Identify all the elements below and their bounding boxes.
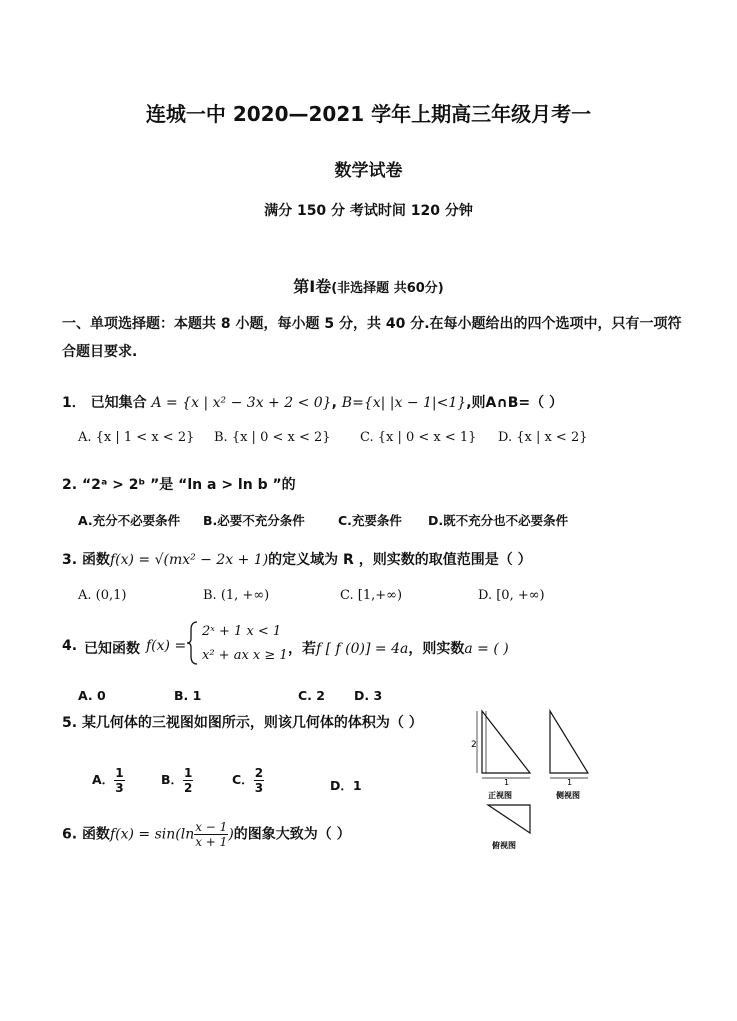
question-5 — [62, 712, 423, 732]
top-view-triangle — [488, 805, 530, 833]
instructions: 一、单项选择题：本题共 8 小题，每小题 5 分，共 40 分.在每小题给出的四个选项中，只有一项符合题目要求. — [62, 316, 682, 360]
option-letter: A． — [92, 772, 115, 787]
question-number: 1． — [62, 395, 86, 411]
q5-option-a — [92, 766, 125, 795]
question-stem-suffix: ,则A∩B=（ ） — [466, 395, 563, 411]
question-number: 2. — [62, 477, 78, 493]
three-view-figure — [470, 703, 600, 853]
q5-option-b — [161, 766, 193, 795]
fraction-numerator: 1 — [115, 766, 124, 780]
fraction-numerator: 2 — [254, 766, 264, 780]
exam-title: 连城一中 2020—2021 学年上期高三年级月考一 — [145, 102, 592, 126]
front-base-label: 1 — [504, 778, 510, 787]
fraction-numerator: 1 — [184, 766, 193, 780]
question-4-number: 4. — [62, 638, 78, 654]
question-stem: 函数 — [81, 826, 110, 843]
q3-option-b: B. (1, +∞) — [203, 588, 270, 603]
option-fraction — [114, 766, 124, 795]
q5-option-c — [232, 766, 264, 795]
fraction-denominator: 2 — [184, 781, 193, 795]
height-label: 2 — [471, 740, 477, 750]
question-stem-mid: ，若 — [288, 641, 316, 657]
question-stem: 函数 — [81, 552, 110, 568]
set-a-expression: A = {x | x² − 3x + 2 < 0} — [151, 395, 332, 411]
question-stem: “2ᵃ > 2ᵇ ”是 “ln a > ln b ”的 — [81, 477, 296, 493]
option-letter: B． — [161, 772, 184, 787]
question-stem: 某几何体的三视图如图所示，则该几何体的体积为（ ） — [81, 715, 423, 731]
question-3 — [62, 549, 532, 569]
question-2 — [62, 474, 296, 494]
option-fraction — [254, 766, 264, 795]
section-note: (非选择题 共60分) — [331, 281, 444, 296]
fraction-denominator: x + 1 — [195, 835, 228, 849]
function-suffix: ) — [228, 826, 234, 843]
option-fraction — [183, 766, 193, 795]
question-stem-suffix: 的定义域为 R ，则实数的取值范围是（ ） — [268, 552, 532, 568]
question-stem: 已知集合 — [90, 395, 147, 411]
subject-title: 数学试卷 — [334, 161, 403, 181]
piecewise-case-2: x² + ax x ≥ 1 — [202, 648, 288, 663]
function-fraction — [194, 820, 228, 849]
ask-expression: a = ( ) — [464, 641, 509, 657]
function-expression: f(x) = √(mx² − 2x + 1) — [109, 552, 269, 568]
q1-option-b: B. {x | 0 < x < 2} — [214, 430, 331, 445]
question-4-mid — [288, 638, 509, 658]
question-6 — [62, 820, 351, 849]
q4-option-b: B. 1 — [174, 688, 202, 703]
q1-option-a: A. {x | 1 < x < 2} — [78, 430, 195, 445]
question-stem-suffix: 的图象大致为（ ） — [233, 826, 351, 843]
exam-info: 满分 150 分 考试时间 120 分钟 — [264, 203, 473, 219]
q5-option-d: D．1 — [330, 778, 362, 793]
set-b-expression: B={x| |x − 1|<1} — [341, 395, 467, 411]
question-number: 6. — [62, 826, 78, 843]
q2-option-a: A.充分不必要条件 — [78, 513, 181, 528]
q4-option-c: C. 2 — [298, 688, 325, 703]
option-letter: C． — [232, 772, 254, 787]
side-base-label: 1 — [567, 778, 573, 787]
q4-option-a: A. 0 — [78, 688, 106, 703]
q1-option-d: D. {x | x < 2} — [498, 430, 588, 445]
fraction-denominator: 3 — [115, 781, 124, 795]
question-stem-suffix: ，则实数 — [408, 641, 465, 657]
condition-expression: f [ f (0)] = 4a — [316, 641, 409, 657]
section-name: 第Ⅰ卷 — [293, 277, 332, 296]
q3-option-d: D. [0, +∞) — [478, 588, 545, 603]
piecewise-case-1: 2ˣ + 1 x < 1 — [202, 624, 282, 639]
section-title — [0, 274, 737, 297]
question-number: 3. — [62, 552, 78, 568]
q4-option-d: D. 3 — [354, 688, 383, 703]
side-view-caption: 侧视图 — [556, 791, 580, 800]
fraction-denominator: 3 — [254, 781, 264, 795]
question-4-stem: 已知函数 — [84, 641, 140, 657]
question-1: 1． 已知集合 A = {x | x² − 3x + 2 < 0}, B={x| |x − 1|<1},则A∩B=（ ） — [62, 395, 563, 411]
front-view-caption: 正视图 — [488, 791, 512, 800]
q1-option-c: C. {x | 0 < x < 1} — [360, 430, 477, 445]
fraction-numerator: x − 1 — [195, 820, 228, 834]
question-number: 5. — [62, 715, 78, 731]
q2-option-c: C.充要条件 — [338, 513, 402, 528]
q2-option-d: D.既不充分也不必要条件 — [428, 513, 569, 528]
piecewise-brace — [186, 620, 200, 666]
function-prefix: f(x) = sin(ln — [109, 826, 195, 843]
side-view-triangle — [550, 711, 588, 773]
q3-option-c: C. [1,+∞) — [340, 588, 403, 603]
q2-option-b: B.必要不充分条件 — [203, 513, 305, 528]
front-view-triangle — [482, 711, 530, 773]
function-name: f(x) = — [146, 638, 187, 654]
top-view-caption: 俯视图 — [492, 841, 516, 850]
q3-option-a: A. (0,1) — [78, 588, 127, 603]
